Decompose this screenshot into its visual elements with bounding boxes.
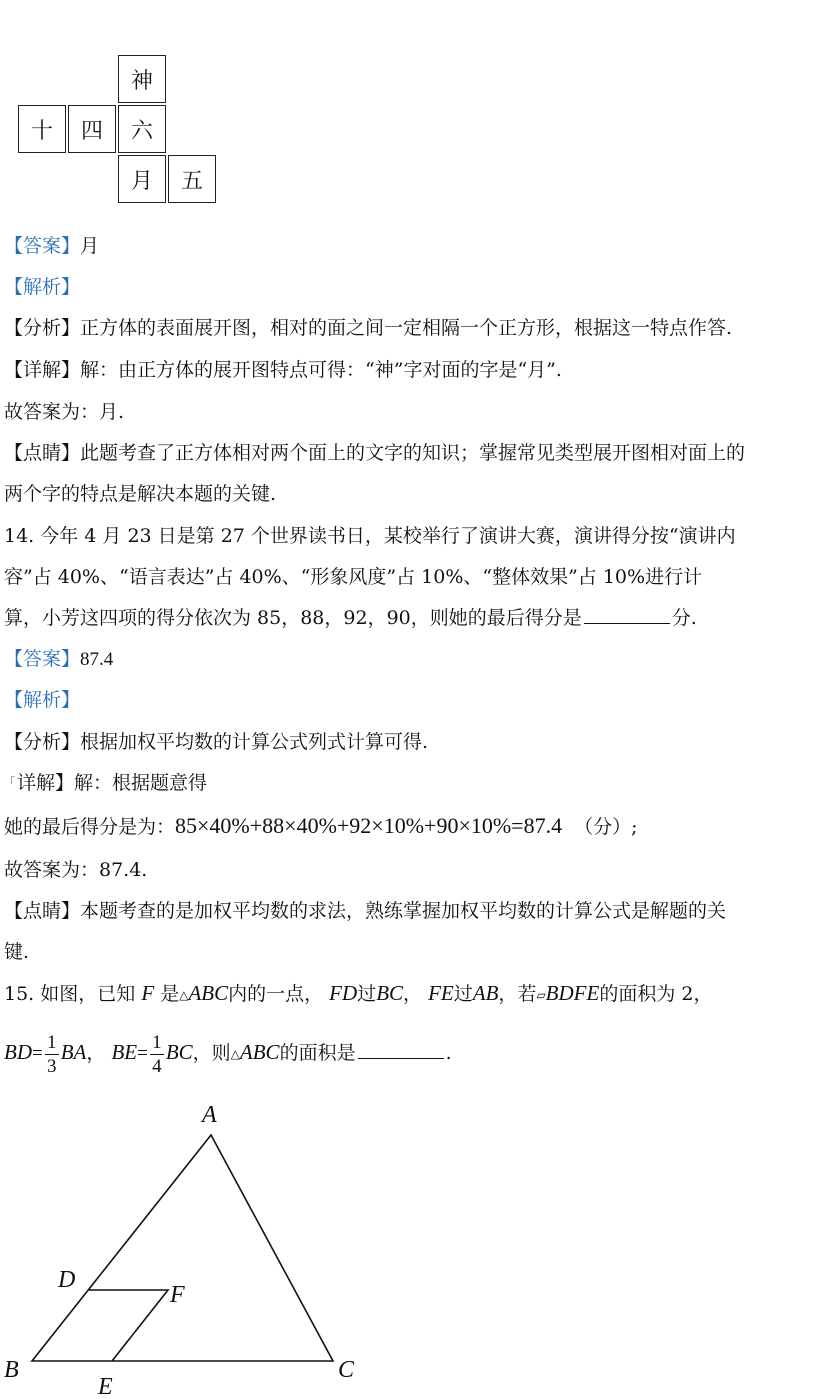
math-BE: BE [111,1040,138,1064]
q13-answer [4,232,99,260]
cube-cell-bottom-right: 五 [168,155,216,203]
answer-text: 87.4 [80,649,114,670]
q13-fenxi [4,314,732,342]
math-BC: BC [376,981,404,1005]
fenxi-tag: 【分析】 [4,731,81,753]
cube-cell-bottom: 月 [118,155,166,203]
q14-conclusion: 故答案为：87.4. [4,859,148,881]
math-FD: FD [329,981,358,1005]
triangle-figure [0,1092,400,1398]
q13-conclusion: 故答案为：月. [4,401,125,423]
q15-text: 是 [160,983,180,1005]
q15-text: 过 [453,983,473,1005]
label-D: D [58,1267,76,1293]
fraction-one-third [45,1033,59,1076]
calc-suffix: （分）; [574,816,638,838]
analysis-tag: 【解析】 [4,276,81,298]
cube-cell-left1: 十 [18,105,66,153]
math-BA: BA [60,1040,87,1064]
q14-calc [4,812,638,841]
q15-text: . [445,1042,452,1064]
q13-xiangjie [4,356,562,384]
q14-xiangjie [4,769,207,797]
fraction-numerator: 1 [46,1031,57,1053]
dianjing-text-1: 此题考查了正方体相对两个面上的文字的知识；掌握常见类型展开图相对面上的 [80,442,746,464]
math-BDFE: BDFE [545,981,600,1005]
fenxi-text: 正方体的表面展开图，相对的面之间一定相隔一个正方形，根据这一特点作答. [80,317,733,339]
q14-line-3-text: 算，小芳这四项的得分依次为 85，88，92，90，则她的最后得分是 [4,607,582,629]
q14-line-1: 14. 今年 4 月 23 日是第 27 个世界读书日，某校举行了演讲大赛，演讲得分按“演讲内 [4,525,736,547]
q14-line-3 [4,604,697,632]
label-B: B [4,1357,19,1383]
triangle-icon: △ [230,1047,240,1061]
q15-line-1 [4,979,712,1009]
dianjing-tag: 【点睛】 [4,900,81,922]
xiangjie-text: 解：由正方体的展开图特点可得：“神”字对面的字是“月”. [80,359,562,381]
q15-text: ， [86,1042,106,1064]
fraction-numerator: 1 [152,1031,162,1053]
cube-cell-center: 六 [118,105,166,153]
q15-text: 的面积是 [279,1042,356,1064]
q15-text: 15. 如图，已知 [4,983,136,1005]
q14-dianjing-2: 键. [4,941,30,963]
answer-text: 月 [80,235,100,257]
label-C: C [338,1357,355,1383]
q15-text: ，则 [192,1042,231,1064]
calc-prefix: 她的最后得分是为： [4,816,176,838]
math-ABC: ABC [188,981,229,1005]
calc-formula: 85×40%+88×40%+92×10%+90×10%=87.4 [175,813,563,838]
q14-fenxi [4,728,428,756]
q13-dianjing-2: 两个字的特点是解决本题的关键. [4,483,277,505]
cube-net [18,55,218,205]
label-A: A [202,1102,217,1128]
answer-tag: 【答案】 [4,648,81,670]
xiangjie-tag: 【详解】 [4,359,81,381]
bracket-fragment-icon: 「 [4,776,15,789]
cube-cell-top: 神 [118,55,166,103]
q15-text: 过 [357,983,377,1005]
answer-blank [358,1056,444,1059]
triangle-ABC [32,1135,333,1361]
xiangjie-text: 解：根据题意得 [74,772,208,794]
q14-line-3-unit: 分. [671,607,697,629]
q13-dianjing [4,439,745,467]
q15-text: ， [403,983,423,1005]
q14-dianjing [4,897,726,925]
label-F: F [170,1282,185,1308]
math-equals: = [32,1043,43,1064]
parallelogram-sides [89,1290,168,1361]
label-E: E [98,1374,113,1398]
answer-blank [584,621,670,624]
fraction-denominator: 3 [46,1055,57,1077]
xiangjie-tag: 详解】 [17,772,75,794]
triangle-icon: △ [179,988,189,1002]
dianjing-tag: 【点睛】 [4,442,81,464]
fenxi-tag: 【分析】 [4,317,81,339]
cube-cell-left2: 四 [68,105,116,153]
q15-text: ，若 [498,983,537,1005]
answer-tag: 【答案】 [4,235,81,257]
q14-line-2: 容”占 40%、“语言表达”占 40%、“形象风度”占 10%、“整体效果”占 10%进行计 [4,566,703,588]
parallelogram-icon: ▱ [536,988,546,1002]
math-equals: = [137,1043,148,1064]
math-F: F [141,981,155,1005]
q15-line-2 [4,1030,452,1076]
math-BC: BC [165,1040,193,1064]
fraction-one-quarter [150,1033,164,1076]
math-ABC: ABC [239,1040,280,1064]
dianjing-text-1: 本题考查的是加权平均数的求法，熟练掌握加权平均数的计算公式是解题的关 [80,900,727,922]
q14-analysis [4,686,80,714]
fraction-denominator: 4 [152,1055,162,1077]
q15-text: 的面积为 2， [599,983,713,1005]
fenxi-text: 根据加权平均数的计算公式列式计算可得. [80,731,429,753]
analysis-tag: 【解析】 [4,689,81,711]
q15-text: 内的一点， [228,983,324,1005]
math-BD: BD [4,1040,32,1064]
q14-answer [4,645,113,674]
q13-analysis [4,273,80,301]
math-FE: FE [428,981,454,1005]
math-AB: AB [472,981,499,1005]
